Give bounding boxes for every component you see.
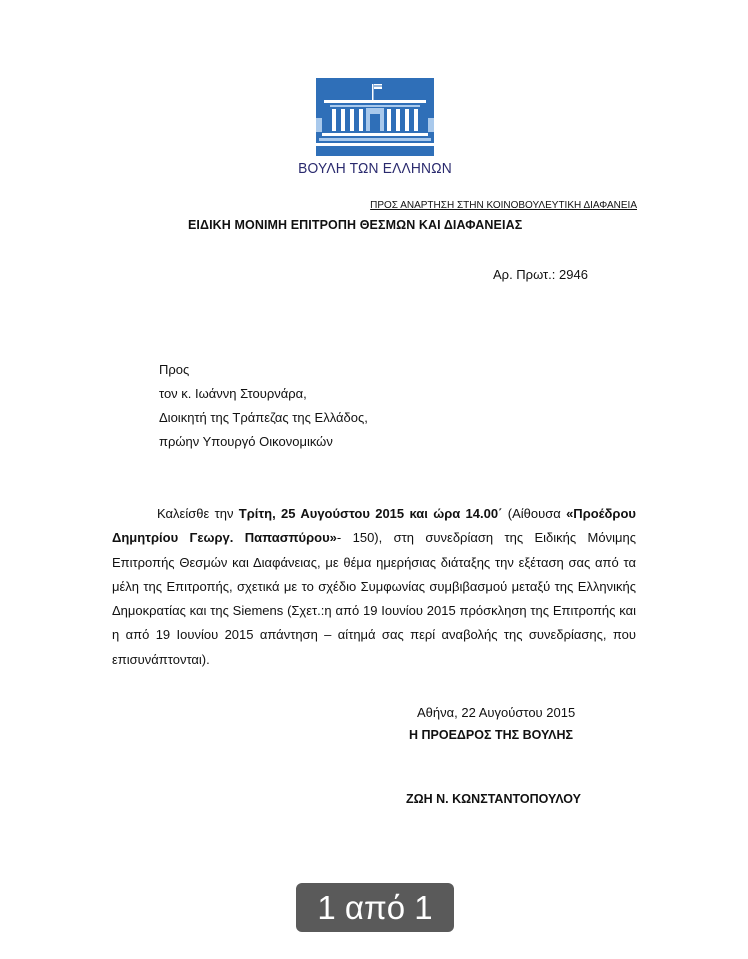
page-indicator: 1 από 1 bbox=[296, 883, 454, 932]
letter-body bbox=[112, 502, 636, 672]
meeting-datetime: Τρίτη, 25 Αυγούστου 2015 και ώρα 14.00΄ bbox=[238, 506, 503, 521]
signer-title: Η ΠΡΟΕΔΡΟΣ ΤΗΣ ΒΟΥΛΗΣ bbox=[409, 728, 574, 742]
body-text: - 150), στη συνεδρίαση της Ειδικής Μόνιμης Επιτροπής Θεσμών και Διαφάνειας, με θέμα ημερήσιας διάταξης την εξέταση σας από τα μέλη της Επιτροπής, σχετικά με το σχέδιο Συμφωνίας συμβιβασμού μεταξύ της Ελληνικής Δημοκρατίας και της Siemens (Σχετ.:η από 19 Ιουνίου 2015 πρόσκληση της Επιτροπής και η από 19 Ιουνίου 2015 απάντηση – αίτημά σας περί αναβολής της συνεδρίασης, που επισυνάπτονται). bbox=[112, 530, 636, 667]
meeting-room: «Προέδρου Δημητρίου Γεωργ. Παπασπύρου» bbox=[112, 506, 636, 546]
organization-name: ΒΟΥΛΗ ΤΩΝ ΕΛΛΗΝΩΝ bbox=[298, 160, 452, 177]
body-text: (Αίθουσα bbox=[502, 506, 567, 521]
recipient-line: πρώην Υπουργό Οικονομικών bbox=[159, 434, 333, 449]
committee-title: ΕΙΔΙΚΗ ΜΟΝΙΜΗ ΕΠΙΤΡΟΠΗ ΘΕΣΜΩΝ ΚΑΙ ΔΙΑΦΑΝΕΙΑΣ bbox=[188, 218, 523, 232]
posting-note: ΠΡΟΣ ΑΝΑΡΤΗΣΗ ΣΤΗΝ ΚΟΙΝΟΒΟΥΛΕΥΤΙΚΗ ΔΙΑΦΑΝΕΙΑ bbox=[370, 200, 637, 211]
recipient-line: Προς bbox=[159, 362, 190, 377]
protocol-number: Αρ. Πρωτ.: 2946 bbox=[493, 267, 588, 282]
place-date: Αθήνα, 22 Αυγούστου 2015 bbox=[417, 705, 576, 720]
recipient-line: τον κ. Ιωάννη Στουρνάρα, bbox=[159, 386, 307, 401]
recipient-line: Διοικητή της Τράπεζας της Ελλάδος, bbox=[159, 410, 368, 425]
parliament-building-icon bbox=[316, 78, 434, 156]
body-text: Καλείσθε την bbox=[157, 506, 239, 521]
signer-name: ΖΩΗ Ν. ΚΩΝΣΤΑΝΤΟΠΟΥΛΟΥ bbox=[406, 792, 581, 806]
